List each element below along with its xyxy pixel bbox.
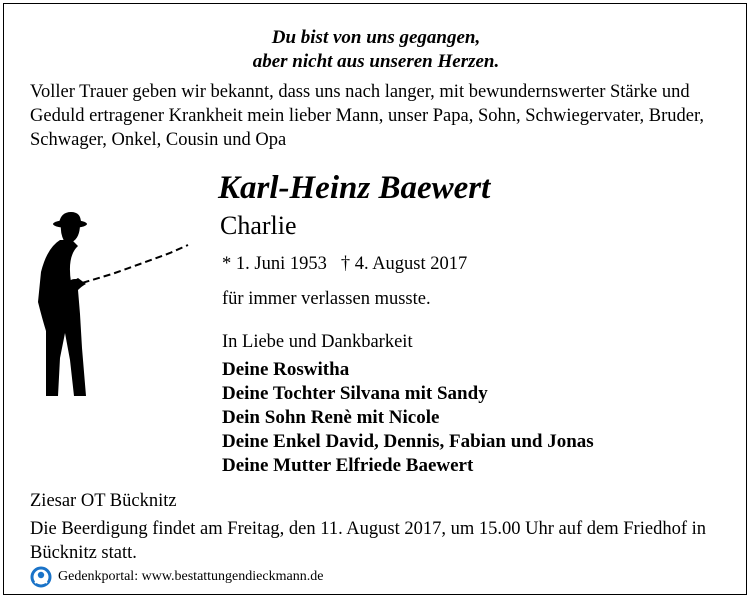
deceased-nickname: Charlie <box>220 211 297 240</box>
place-text: Ziesar OT Bücknitz <box>30 491 177 511</box>
funeral-notice: Die Beerdigung findet am Freitag, den 11. August 2017, um 15.00 Uhr auf dem Friedhof in Bücknitz statt. <box>30 519 706 563</box>
passing-text: für immer verlassen musste. <box>222 289 431 309</box>
birth-date: * 1. Juni 1953 <box>222 254 327 274</box>
mourner-item: Dein Sohn Renè mit Nicole <box>222 407 440 428</box>
life-dates <box>222 252 467 276</box>
mourner-item: Deine Roswitha <box>222 359 350 380</box>
announcement-text: Voller Trauer geben wir bekannt, dass uns nach langer, mit bewundernswerter Stärke und Geduld ertragener Krankheit mein lieber Mann, unser Papa, Sohn, Schwiegervater, Bruder, Schwager, Onkel, Cousin und Opa <box>30 82 705 150</box>
angler-silhouette-icon <box>20 208 195 398</box>
mourner-item: Deine Enkel David, Dennis, Fabian und Jonas <box>222 431 594 452</box>
deceased-name: Karl-Heinz Baewert <box>218 170 491 206</box>
motto <box>0 26 752 74</box>
mourners-list <box>222 358 594 478</box>
portal-url-link[interactable]: www.bestattungendieckmann.de <box>141 569 324 584</box>
motto-line-1: Du bist von uns gegangen, <box>271 27 481 48</box>
memorial-portal <box>30 566 323 588</box>
gedenkportal-logo-icon <box>30 566 52 588</box>
portal-label: Gedenkportal: <box>58 569 139 584</box>
mourner-item: Deine Mutter Elfriede Baewert <box>222 455 474 476</box>
mourner-item: Deine Tochter Silvana mit Sandy <box>222 383 488 404</box>
greeting-text: In Liebe und Dankbarkeit <box>222 332 413 352</box>
motto-line-2: aber nicht aus unseren Herzen. <box>252 51 500 72</box>
death-date: † 4. August 2017 <box>340 254 468 274</box>
